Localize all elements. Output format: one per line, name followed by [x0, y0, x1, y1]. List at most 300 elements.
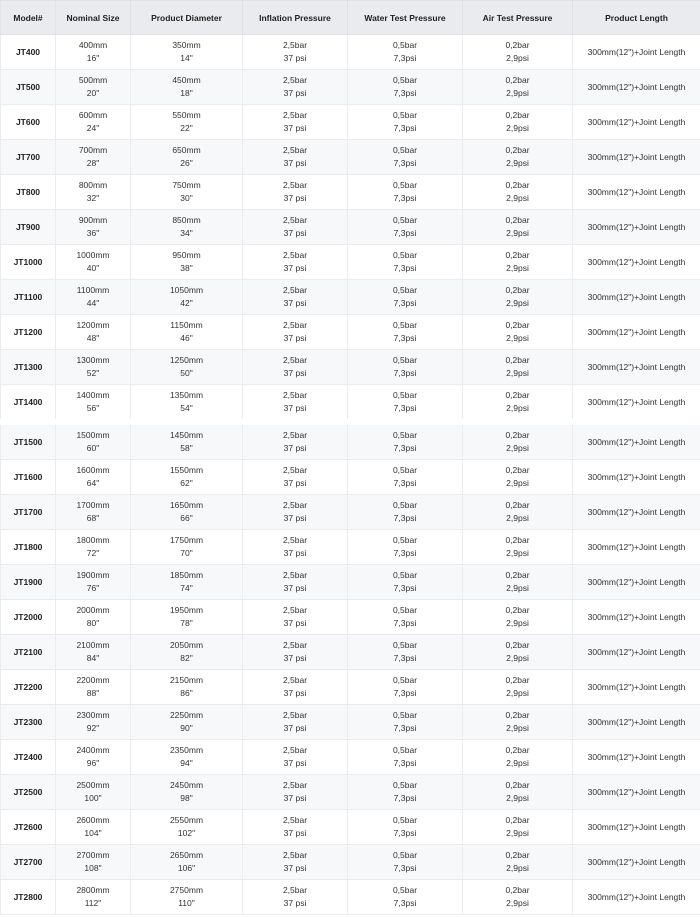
water-test-pressure-cell-line-1: 0,5bar — [392, 885, 418, 895]
nominal-size-cell — [56, 530, 131, 565]
nominal-size-cell-line-1: 2300mm — [76, 710, 110, 720]
nominal-size-cell-line-1: 2500mm — [76, 780, 110, 790]
product-length-cell: 300mm(12")+Joint Length — [573, 460, 700, 495]
air-test-pressure-cell-line-1: 0,2bar — [505, 570, 530, 580]
nominal-size-cell-line-2: 100" — [84, 793, 102, 803]
inflation-pressure-cell-line-2: 37 psi — [283, 478, 307, 488]
product-diameter-cell-line-1: 750mm — [172, 180, 201, 190]
nominal-size-cell — [56, 35, 131, 70]
water-test-pressure-cell — [348, 105, 463, 140]
nominal-size-cell-line-2: 24" — [86, 123, 100, 133]
nominal-size-cell-line-1: 900mm — [78, 215, 108, 225]
model-cell: JT700 — [1, 140, 56, 175]
water-test-pressure-cell-line-2: 7,3psi — [393, 333, 417, 343]
inflation-pressure-cell-line-1: 2,5bar — [282, 75, 308, 85]
air-test-pressure-cell — [463, 460, 573, 495]
inflation-pressure-cell-line-1: 2,5bar — [282, 850, 308, 860]
air-test-pressure-cell — [463, 105, 573, 140]
product-diameter-cell-line-1: 950mm — [172, 250, 201, 260]
model-cell: JT2700 — [1, 845, 56, 880]
air-test-pressure-cell-line-2: 2,9psi — [506, 123, 529, 133]
product-diameter-cell — [131, 810, 243, 845]
water-test-pressure-cell-line-2: 7,3psi — [393, 298, 417, 308]
air-test-pressure-cell-line-2: 2,9psi — [506, 53, 529, 63]
nominal-size-cell — [56, 70, 131, 105]
inflation-pressure-cell — [243, 385, 348, 423]
table-body — [1, 35, 700, 915]
header-row — [1, 1, 700, 35]
water-test-pressure-cell-line-2: 7,3psi — [393, 653, 417, 663]
nominal-size-cell — [56, 775, 131, 810]
air-test-pressure-cell-line-1: 0,2bar — [505, 465, 530, 475]
nominal-size-cell — [56, 495, 131, 530]
water-test-pressure-cell — [348, 495, 463, 530]
water-test-pressure-cell — [348, 175, 463, 210]
inflation-pressure-cell — [243, 810, 348, 845]
product-length-cell: 300mm(12")+Joint Length — [573, 210, 700, 245]
product-diameter-cell-line-1: 1050mm — [169, 285, 204, 295]
air-test-pressure-cell — [463, 705, 573, 740]
table-row — [1, 280, 700, 315]
nominal-size-cell-line-2: 80" — [86, 618, 100, 628]
table-row — [1, 210, 700, 245]
product-length-cell: 300mm(12")+Joint Length — [573, 140, 700, 175]
model-cell: JT2500 — [1, 775, 56, 810]
product-diameter-cell-line-2: 18" — [180, 88, 193, 98]
product-length-cell: 300mm(12")+Joint Length — [573, 245, 700, 280]
air-test-pressure-cell — [463, 140, 573, 175]
water-test-pressure-cell-line-1: 0,5bar — [392, 570, 418, 580]
water-test-pressure-cell-line-2: 7,3psi — [393, 688, 417, 698]
water-test-pressure-cell-line-2: 7,3psi — [393, 123, 417, 133]
inflation-pressure-cell-line-2: 37 psi — [283, 263, 307, 273]
model-cell: JT500 — [1, 70, 56, 105]
product-diameter-cell-line-2: 86" — [180, 688, 193, 698]
water-test-pressure-cell — [348, 600, 463, 635]
header-inflation-pressure: Inflation Pressure — [243, 1, 348, 35]
nominal-size-cell — [56, 845, 131, 880]
air-test-pressure-cell-line-2: 2,9psi — [506, 828, 529, 838]
inflation-pressure-cell-line-1: 2,5bar — [282, 710, 308, 720]
product-length-cell: 300mm(12")+Joint Length — [573, 845, 700, 880]
air-test-pressure-cell — [463, 600, 573, 635]
header-nominal-size: Nominal Size — [56, 1, 131, 35]
product-diameter-cell — [131, 460, 243, 495]
inflation-pressure-cell-line-1: 2,5bar — [282, 675, 308, 685]
table-row — [1, 775, 700, 810]
air-test-pressure-cell-line-1: 0,2bar — [505, 605, 530, 615]
table-row — [1, 880, 700, 915]
model-cell: JT800 — [1, 175, 56, 210]
product-diameter-cell — [131, 350, 243, 385]
nominal-size-cell-line-1: 800mm — [78, 180, 108, 190]
air-test-pressure-cell-line-1: 0,2bar — [505, 430, 530, 440]
product-diameter-cell-line-2: 14" — [180, 53, 193, 63]
product-length-cell: 300mm(12")+Joint Length — [573, 35, 700, 70]
water-test-pressure-cell-line-2: 7,3psi — [393, 583, 417, 593]
nominal-size-cell-line-2: 60" — [86, 443, 100, 453]
product-length-cell: 300mm(12")+Joint Length — [573, 810, 700, 845]
nominal-size-cell-line-2: 48" — [86, 333, 100, 343]
air-test-pressure-cell — [463, 810, 573, 845]
nominal-size-cell — [56, 385, 131, 423]
model-cell: JT1400 — [1, 385, 56, 423]
water-test-pressure-cell — [348, 530, 463, 565]
model-cell: JT2300 — [1, 705, 56, 740]
inflation-pressure-cell — [243, 635, 348, 670]
air-test-pressure-cell-line-1: 0,2bar — [505, 390, 530, 400]
model-cell: JT2400 — [1, 740, 56, 775]
air-test-pressure-cell — [463, 280, 573, 315]
inflation-pressure-cell-line-2: 37 psi — [283, 513, 307, 523]
table-row — [1, 460, 700, 495]
product-diameter-cell-line-1: 2450mm — [169, 780, 204, 790]
nominal-size-cell — [56, 245, 131, 280]
inflation-pressure-cell-line-1: 2,5bar — [282, 605, 308, 615]
table-row — [1, 635, 700, 670]
inflation-pressure-cell-line-1: 2,5bar — [282, 745, 308, 755]
product-diameter-cell — [131, 280, 243, 315]
product-diameter-cell-line-2: 26" — [180, 158, 193, 168]
inflation-pressure-cell-line-1: 2,5bar — [282, 500, 308, 510]
air-test-pressure-cell-line-1: 0,2bar — [505, 815, 530, 825]
air-test-pressure-cell-line-1: 0,2bar — [505, 145, 530, 155]
water-test-pressure-cell — [348, 35, 463, 70]
air-test-pressure-cell-line-1: 0,2bar — [505, 180, 530, 190]
inflation-pressure-cell — [243, 880, 348, 915]
water-test-pressure-cell-line-2: 7,3psi — [393, 368, 417, 378]
nominal-size-cell-line-1: 2200mm — [76, 675, 110, 685]
product-diameter-cell-line-1: 550mm — [172, 110, 201, 120]
water-test-pressure-cell-line-2: 7,3psi — [393, 863, 417, 873]
inflation-pressure-cell-line-1: 2,5bar — [282, 780, 308, 790]
air-test-pressure-cell — [463, 845, 573, 880]
product-diameter-cell-line-1: 2050mm — [169, 640, 204, 650]
nominal-size-cell-line-1: 1300mm — [76, 355, 110, 365]
inflation-pressure-cell-line-2: 37 psi — [283, 88, 307, 98]
product-diameter-cell-line-2: 50" — [180, 368, 193, 378]
inflation-pressure-cell — [243, 210, 348, 245]
water-test-pressure-cell-line-2: 7,3psi — [393, 88, 417, 98]
water-test-pressure-cell-line-1: 0,5bar — [392, 110, 418, 120]
air-test-pressure-cell — [463, 775, 573, 810]
inflation-pressure-cell-line-2: 37 psi — [283, 828, 307, 838]
nominal-size-cell — [56, 175, 131, 210]
air-test-pressure-cell-line-1: 0,2bar — [505, 850, 530, 860]
water-test-pressure-cell-line-1: 0,5bar — [392, 355, 418, 365]
water-test-pressure-cell-line-1: 0,5bar — [392, 815, 418, 825]
nominal-size-cell — [56, 460, 131, 495]
air-test-pressure-cell-line-2: 2,9psi — [506, 88, 529, 98]
inflation-pressure-cell-line-2: 37 psi — [283, 583, 307, 593]
water-test-pressure-cell-line-1: 0,5bar — [392, 320, 418, 330]
model-cell: JT1200 — [1, 315, 56, 350]
inflation-pressure-cell-line-2: 37 psi — [283, 618, 307, 628]
inflation-pressure-cell-line-2: 37 psi — [283, 158, 307, 168]
inflation-pressure-cell-line-1: 2,5bar — [282, 570, 308, 580]
nominal-size-cell-line-1: 2100mm — [76, 640, 110, 650]
water-test-pressure-cell — [348, 880, 463, 915]
product-diameter-cell-line-1: 2250mm — [169, 710, 204, 720]
water-test-pressure-cell-line-2: 7,3psi — [393, 793, 417, 803]
water-test-pressure-cell-line-1: 0,5bar — [392, 675, 418, 685]
air-test-pressure-cell-line-1: 0,2bar — [505, 75, 530, 85]
inflation-pressure-cell-line-1: 2,5bar — [282, 145, 308, 155]
product-length-cell: 300mm(12")+Joint Length — [573, 280, 700, 315]
product-length-cell: 300mm(12")+Joint Length — [573, 385, 700, 423]
inflation-pressure-cell-line-2: 37 psi — [283, 688, 307, 698]
product-diameter-cell — [131, 600, 243, 635]
product-length-cell: 300mm(12")+Joint Length — [573, 350, 700, 385]
product-length-cell: 300mm(12")+Joint Length — [573, 635, 700, 670]
table-row — [1, 245, 700, 280]
table-row — [1, 105, 700, 140]
product-diameter-cell — [131, 35, 243, 70]
inflation-pressure-cell — [243, 460, 348, 495]
inflation-pressure-cell-line-2: 37 psi — [283, 793, 307, 803]
nominal-size-cell — [56, 880, 131, 915]
model-cell: JT1000 — [1, 245, 56, 280]
inflation-pressure-cell — [243, 70, 348, 105]
water-test-pressure-cell-line-2: 7,3psi — [393, 513, 417, 523]
inflation-pressure-cell-line-1: 2,5bar — [282, 465, 308, 475]
air-test-pressure-cell — [463, 70, 573, 105]
inflation-pressure-cell-line-2: 37 psi — [283, 723, 307, 733]
nominal-size-cell-line-1: 1000mm — [76, 250, 110, 260]
header-model: Model# — [1, 1, 56, 35]
product-diameter-cell — [131, 385, 243, 423]
table-row — [1, 845, 700, 880]
product-diameter-cell — [131, 210, 243, 245]
product-length-cell: 300mm(12")+Joint Length — [573, 600, 700, 635]
water-test-pressure-cell-line-2: 7,3psi — [393, 898, 417, 908]
water-test-pressure-cell — [348, 705, 463, 740]
nominal-size-cell-line-2: 108" — [84, 863, 102, 873]
nominal-size-cell — [56, 600, 131, 635]
air-test-pressure-cell-line-2: 2,9psi — [506, 793, 529, 803]
product-length-cell: 300mm(12")+Joint Length — [573, 880, 700, 915]
air-test-pressure-cell-line-2: 2,9psi — [506, 863, 529, 873]
air-test-pressure-cell-line-1: 0,2bar — [505, 675, 530, 685]
nominal-size-cell — [56, 105, 131, 140]
inflation-pressure-cell — [243, 315, 348, 350]
product-length-cell: 300mm(12")+Joint Length — [573, 70, 700, 105]
product-diameter-cell-line-2: 66" — [180, 513, 193, 523]
product-length-cell: 300mm(12")+Joint Length — [573, 740, 700, 775]
product-diameter-cell-line-2: 38" — [180, 263, 193, 273]
air-test-pressure-cell-line-2: 2,9psi — [506, 548, 529, 558]
water-test-pressure-cell-line-2: 7,3psi — [393, 478, 417, 488]
air-test-pressure-cell — [463, 245, 573, 280]
inflation-pressure-cell — [243, 350, 348, 385]
product-diameter-cell-line-1: 1250mm — [169, 355, 204, 365]
nominal-size-cell-line-2: 104" — [84, 828, 102, 838]
inflation-pressure-cell-line-1: 2,5bar — [282, 390, 308, 400]
table-row — [1, 810, 700, 845]
water-test-pressure-cell — [348, 460, 463, 495]
nominal-size-cell — [56, 140, 131, 175]
inflation-pressure-cell-line-2: 37 psi — [283, 653, 307, 663]
water-test-pressure-cell-line-1: 0,5bar — [392, 605, 418, 615]
air-test-pressure-cell-line-2: 2,9psi — [506, 618, 529, 628]
inflation-pressure-cell — [243, 775, 348, 810]
table-row — [1, 670, 700, 705]
inflation-pressure-cell-line-1: 2,5bar — [282, 180, 308, 190]
air-test-pressure-cell — [463, 210, 573, 245]
nominal-size-cell-line-1: 400mm — [78, 40, 108, 50]
water-test-pressure-cell — [348, 810, 463, 845]
product-diameter-cell-line-2: 90" — [180, 723, 193, 733]
inflation-pressure-cell-line-1: 2,5bar — [282, 40, 308, 50]
product-diameter-cell-line-2: 30" — [180, 193, 193, 203]
water-test-pressure-cell-line-2: 7,3psi — [393, 443, 417, 453]
air-test-pressure-cell-line-1: 0,2bar — [505, 250, 530, 260]
inflation-pressure-cell-line-2: 37 psi — [283, 333, 307, 343]
nominal-size-cell-line-2: 84" — [86, 653, 100, 663]
air-test-pressure-cell — [463, 175, 573, 210]
nominal-size-cell-line-2: 40" — [86, 263, 100, 273]
table-row — [1, 385, 700, 423]
inflation-pressure-cell-line-1: 2,5bar — [282, 320, 308, 330]
nominal-size-cell — [56, 670, 131, 705]
nominal-size-cell — [56, 565, 131, 600]
product-length-cell: 300mm(12")+Joint Length — [573, 422, 700, 460]
nominal-size-cell-line-1: 2600mm — [76, 815, 110, 825]
nominal-size-cell-line-1: 2000mm — [76, 605, 110, 615]
water-test-pressure-cell-line-2: 7,3psi — [393, 548, 417, 558]
inflation-pressure-cell-line-2: 37 psi — [283, 53, 307, 63]
air-test-pressure-cell-line-1: 0,2bar — [505, 215, 530, 225]
nominal-size-cell-line-2: 96" — [86, 758, 100, 768]
nominal-size-cell-line-2: 32" — [86, 193, 100, 203]
air-test-pressure-cell-line-1: 0,2bar — [505, 780, 530, 790]
product-diameter-cell-line-2: 94" — [180, 758, 193, 768]
product-diameter-cell — [131, 880, 243, 915]
product-diameter-cell — [131, 670, 243, 705]
air-test-pressure-cell-line-1: 0,2bar — [505, 110, 530, 120]
nominal-size-cell-line-2: 112" — [84, 898, 102, 908]
water-test-pressure-cell-line-2: 7,3psi — [393, 228, 417, 238]
inflation-pressure-cell-line-2: 37 psi — [283, 443, 307, 453]
inflation-pressure-cell-line-1: 2,5bar — [282, 535, 308, 545]
water-test-pressure-cell — [348, 140, 463, 175]
nominal-size-cell-line-1: 2400mm — [76, 745, 110, 755]
air-test-pressure-cell-line-1: 0,2bar — [505, 500, 530, 510]
inflation-pressure-cell-line-2: 37 psi — [283, 123, 307, 133]
air-test-pressure-cell-line-2: 2,9psi — [506, 403, 529, 413]
air-test-pressure-cell-line-2: 2,9psi — [506, 758, 529, 768]
air-test-pressure-cell — [463, 740, 573, 775]
water-test-pressure-cell — [348, 280, 463, 315]
water-test-pressure-cell — [348, 565, 463, 600]
nominal-size-cell-line-1: 1100mm — [76, 285, 110, 295]
inflation-pressure-cell-line-1: 2,5bar — [282, 815, 308, 825]
air-test-pressure-cell-line-2: 2,9psi — [506, 513, 529, 523]
product-diameter-cell-line-2: 78" — [180, 618, 193, 628]
nominal-size-cell-line-1: 1900mm — [76, 570, 110, 580]
air-test-pressure-cell — [463, 635, 573, 670]
water-test-pressure-cell-line-2: 7,3psi — [393, 53, 417, 63]
nominal-size-cell-line-1: 700mm — [78, 145, 108, 155]
product-diameter-cell-line-1: 1350mm — [169, 390, 204, 400]
nominal-size-cell-line-2: 56" — [86, 403, 100, 413]
nominal-size-cell-line-2: 76" — [86, 583, 100, 593]
product-diameter-cell-line-2: 106" — [177, 863, 196, 873]
nominal-size-cell — [56, 315, 131, 350]
model-cell: JT1800 — [1, 530, 56, 565]
inflation-pressure-cell-line-2: 37 psi — [283, 298, 307, 308]
product-diameter-cell — [131, 635, 243, 670]
product-length-cell: 300mm(12")+Joint Length — [573, 175, 700, 210]
product-diameter-cell — [131, 105, 243, 140]
table-row — [1, 705, 700, 740]
water-test-pressure-cell-line-1: 0,5bar — [392, 40, 418, 50]
table-header — [1, 1, 700, 35]
inflation-pressure-cell — [243, 740, 348, 775]
nominal-size-cell-line-2: 64" — [86, 478, 100, 488]
inflation-pressure-cell-line-2: 37 psi — [283, 758, 307, 768]
water-test-pressure-cell-line-2: 7,3psi — [393, 193, 417, 203]
product-length-cell: 300mm(12")+Joint Length — [573, 565, 700, 600]
inflation-pressure-cell — [243, 670, 348, 705]
model-cell: JT2100 — [1, 635, 56, 670]
inflation-pressure-cell-line-2: 37 psi — [283, 898, 307, 908]
air-test-pressure-cell-line-2: 2,9psi — [506, 333, 529, 343]
nominal-size-cell — [56, 810, 131, 845]
product-length-cell: 300mm(12")+Joint Length — [573, 495, 700, 530]
air-test-pressure-cell — [463, 385, 573, 423]
model-cell: JT2600 — [1, 810, 56, 845]
header-water-test-pressure: Water Test Pressure — [348, 1, 463, 35]
product-diameter-cell — [131, 530, 243, 565]
water-test-pressure-cell-line-1: 0,5bar — [392, 180, 418, 190]
inflation-pressure-cell — [243, 422, 348, 460]
nominal-size-cell-line-1: 2800mm — [76, 885, 110, 895]
nominal-size-cell — [56, 280, 131, 315]
water-test-pressure-cell — [348, 422, 463, 460]
water-test-pressure-cell — [348, 385, 463, 423]
product-diameter-cell-line-1: 450mm — [172, 75, 201, 85]
inflation-pressure-cell-line-1: 2,5bar — [282, 215, 308, 225]
product-diameter-cell-line-1: 350mm — [172, 40, 201, 50]
product-diameter-cell-line-2: 82" — [180, 653, 193, 663]
air-test-pressure-cell — [463, 530, 573, 565]
model-cell: JT900 — [1, 210, 56, 245]
nominal-size-cell-line-1: 1500mm — [76, 430, 110, 440]
product-diameter-cell-line-1: 1850mm — [169, 570, 204, 580]
header-product-diameter: Product Diameter — [131, 1, 243, 35]
inflation-pressure-cell — [243, 35, 348, 70]
product-diameter-cell-line-2: 70" — [180, 548, 193, 558]
nominal-size-cell-line-2: 44" — [86, 298, 100, 308]
inflation-pressure-cell-line-1: 2,5bar — [282, 430, 308, 440]
product-length-cell: 300mm(12")+Joint Length — [573, 670, 700, 705]
water-test-pressure-cell-line-1: 0,5bar — [392, 250, 418, 260]
table-row — [1, 350, 700, 385]
nominal-size-cell-line-2: 16" — [86, 53, 100, 63]
inflation-pressure-cell — [243, 565, 348, 600]
air-test-pressure-cell-line-1: 0,2bar — [505, 640, 530, 650]
air-test-pressure-cell — [463, 422, 573, 460]
product-diameter-cell — [131, 740, 243, 775]
water-test-pressure-cell — [348, 315, 463, 350]
nominal-size-cell-line-1: 500mm — [78, 75, 108, 85]
product-length-cell: 300mm(12")+Joint Length — [573, 775, 700, 810]
water-test-pressure-cell-line-2: 7,3psi — [393, 758, 417, 768]
air-test-pressure-cell-line-1: 0,2bar — [505, 320, 530, 330]
water-test-pressure-cell-line-1: 0,5bar — [392, 500, 418, 510]
model-cell: JT1700 — [1, 495, 56, 530]
